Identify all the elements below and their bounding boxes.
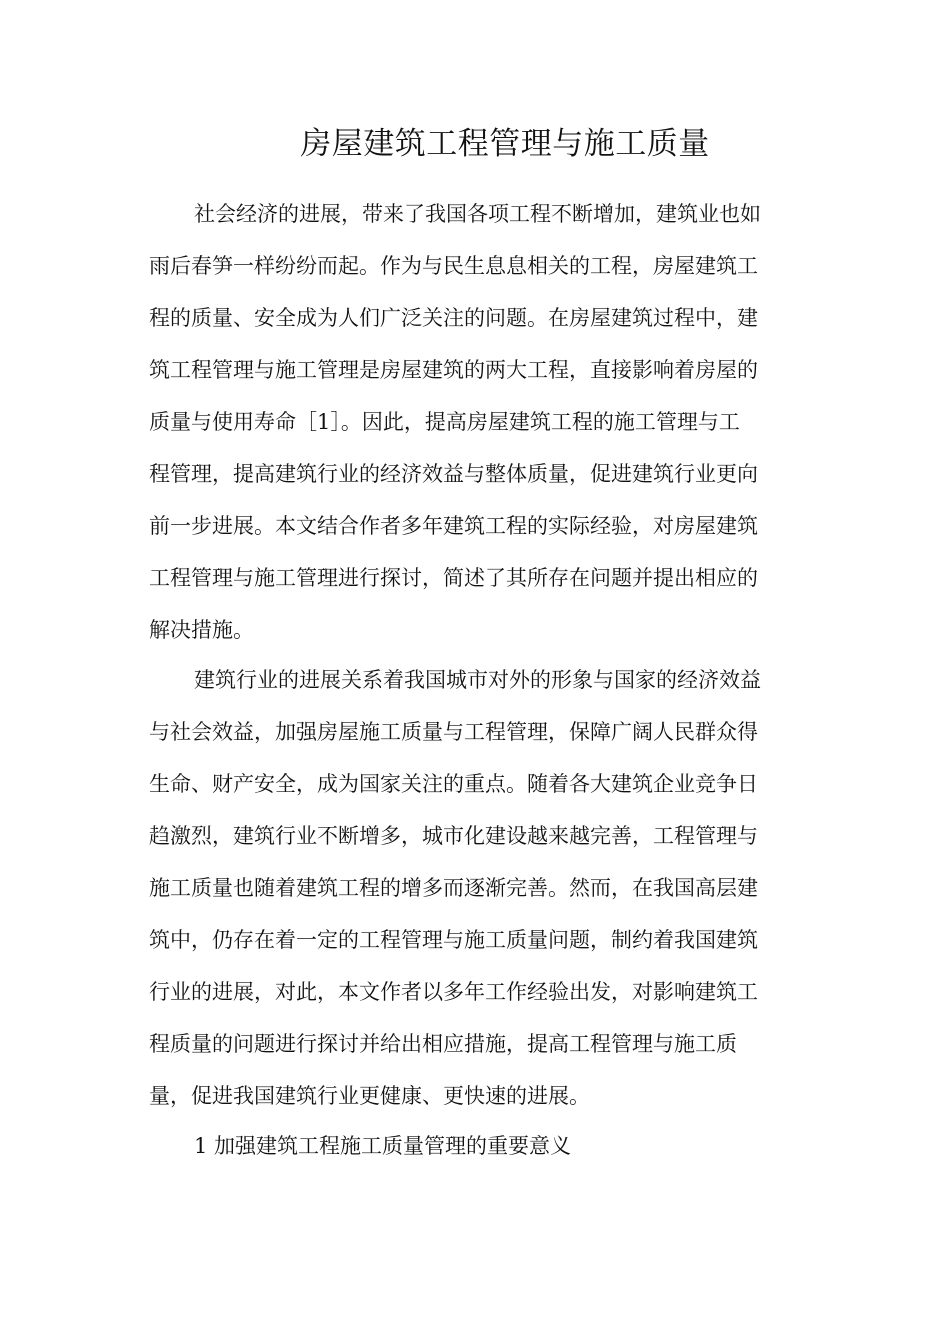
- paragraph-2-line-7: 行业的进展，对此，本文作者以多年工作经验出发，对影响建筑工: [149, 980, 758, 1004]
- paragraph-1-line-1: 社会经济的进展，带来了我国各项工程不断增加，建筑业也如: [194, 202, 761, 226]
- paragraph-1-line-9: 解决措施。: [149, 618, 254, 642]
- paragraph-2-line-2: 与社会效益，加强房屋施工质量与工程管理，保障广阔人民群众得: [149, 720, 758, 744]
- paragraph-2-line-6: 筑中，仍存在着一定的工程管理与施工质量问题，制约着我国建筑: [149, 928, 758, 952]
- paragraph-1-line-2: 雨后春笋一样纷纷而起。作为与民生息息相关的工程，房屋建筑工: [149, 254, 758, 278]
- paragraph-1-line-3: 程的质量、安全成为人们广泛关注的问题。在房屋建筑过程中，建: [149, 306, 758, 330]
- paragraph-2-line-3: 生命、财产安全，成为国家关注的重点。随着各大建筑企业竞争日: [149, 772, 758, 796]
- paragraph-2-line-5: 施工质量也随着建筑工程的增多而逐渐完善。然而，在我国高层建: [149, 876, 758, 900]
- paragraph-1-line-8: 工程管理与施工管理进行探讨，简述了其所存在问题并提出相应的: [149, 566, 758, 590]
- section-heading: 1 加强建筑工程施工质量管理的重要意义: [194, 1134, 572, 1158]
- paragraph-1-line-5: 质量与使用寿命［1］。因此，提高房屋建筑工程的施工管理与工: [149, 410, 740, 434]
- paragraph-2-line-8: 程质量的问题进行探讨并给出相应措施，提高工程管理与施工质: [149, 1032, 737, 1056]
- paragraph-2-line-9: 量，促进我国建筑行业更健康、更快速的进展。: [149, 1084, 590, 1108]
- paragraph-2-line-4: 趋激烈，建筑行业不断增多，城市化建设越来越完善，工程管理与: [149, 824, 758, 848]
- paragraph-1-line-6: 程管理，提高建筑行业的经济效益与整体质量，促进建筑行业更向: [149, 462, 758, 486]
- paragraph-1-line-4: 筑工程管理与施工管理是房屋建筑的两大工程，直接影响着房屋的: [149, 358, 758, 382]
- paragraph-1-line-7: 前一步进展。本文结合作者多年建筑工程的实际经验，对房屋建筑: [149, 514, 758, 538]
- paragraph-2-line-1: 建筑行业的进展关系着我国城市对外的形象与国家的经济效益: [194, 668, 761, 692]
- document-title: 房屋建筑工程管理与施工质量: [300, 126, 710, 162]
